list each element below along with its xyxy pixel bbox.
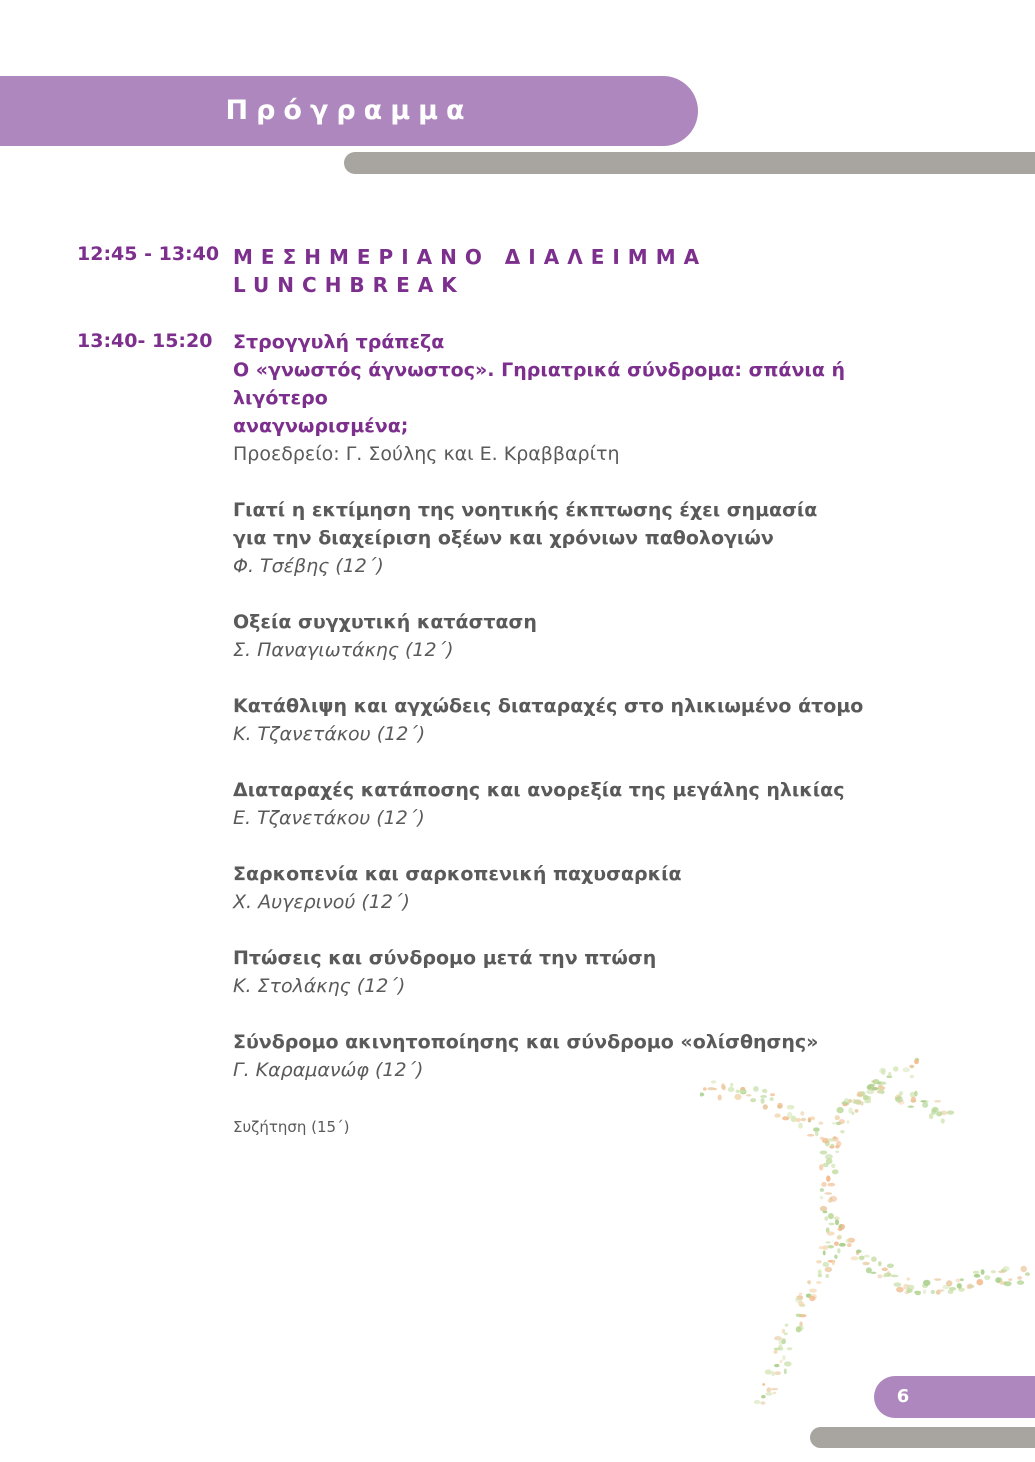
leaf-dot <box>832 1122 837 1124</box>
talk-speaker: Κ. Στολάκης (12΄) <box>233 975 406 997</box>
leaf-dot <box>829 1146 834 1149</box>
leaf-dot <box>728 1087 735 1092</box>
leaf-dot <box>960 1278 964 1281</box>
leaf-dot <box>820 1206 827 1212</box>
lunch-title <box>233 243 707 299</box>
leaf-dot <box>825 1154 833 1159</box>
talk-speaker: Ε. Τζανετάκου (12΄) <box>233 807 425 829</box>
discussion-note: Συζήτηση (15΄) <box>233 1118 350 1136</box>
leaf-dot <box>906 1277 910 1280</box>
session-chairs: Προεδρείο: Γ. Σούλης και Ε. Κραββαρίτη <box>233 443 620 465</box>
leaf-dot <box>834 1255 837 1259</box>
leaf-dot <box>760 1401 765 1404</box>
leaf-dot <box>903 1067 910 1072</box>
leaf-dot <box>829 1223 835 1226</box>
leaf-dot <box>856 1100 861 1105</box>
leaf-dot <box>765 1392 772 1396</box>
leaf-dot <box>734 1094 741 1100</box>
leaf-dot <box>868 1084 875 1087</box>
leaf-dot <box>838 1227 843 1231</box>
leaf-dot <box>774 1350 778 1354</box>
leaf-dot <box>730 1083 733 1087</box>
leaf-dot <box>878 1261 882 1266</box>
leaf-dot <box>828 1138 835 1142</box>
leaf-dot <box>787 1347 793 1350</box>
leaf-dot <box>750 1098 756 1102</box>
talk-item <box>233 692 933 748</box>
leaf-dot <box>800 1111 804 1116</box>
leaf-dot <box>860 1092 865 1095</box>
leaf-dot <box>947 1110 954 1114</box>
leaf-dot <box>818 1274 822 1277</box>
footer-grey-stripe <box>810 1427 1035 1448</box>
dancing-figure-illustration <box>700 1050 1035 1420</box>
leaf-dot <box>766 1387 771 1392</box>
talk-title: Σύνδρομο ακινητοποίησης και σύνδρομο «ολίσθησης» <box>233 1031 819 1053</box>
page-number: 6 <box>896 1386 910 1407</box>
session-topic-line-2: αναγνωρισμένα; <box>233 415 409 437</box>
leaf-dot <box>981 1269 985 1275</box>
leaf-dot <box>834 1242 839 1246</box>
talk-speaker: Χ. Αυγερινού (12΄) <box>233 891 410 913</box>
talk-item <box>233 860 933 916</box>
leaf-dot <box>851 1256 859 1260</box>
leaf-dot <box>837 1236 841 1240</box>
leaf-dot <box>866 1089 874 1094</box>
leaf-dot <box>1021 1266 1027 1272</box>
talk-title: Κατάθλιψη και αγχώδεις διαταραχές στο ηλικιωμένο άτομο <box>233 695 864 717</box>
leaf-dot <box>835 1115 840 1120</box>
leaf-dot <box>923 1289 926 1294</box>
leaf-dot <box>799 1293 803 1296</box>
leaf-dot <box>878 1085 883 1088</box>
leaf-dot <box>807 1134 814 1137</box>
leaf-dot <box>787 1105 795 1110</box>
leaf-dot <box>782 1355 785 1360</box>
leaf-dot <box>893 1066 899 1071</box>
leaf-dot <box>773 1392 776 1394</box>
leaf-dot <box>984 1275 990 1280</box>
leaf-dot <box>831 1164 835 1169</box>
leaf-dot <box>839 1243 846 1247</box>
talk-speaker: Σ. Παναγιωτάκης (12΄) <box>233 639 454 661</box>
leaf-dot <box>816 1281 822 1284</box>
leaf-dot <box>822 1262 829 1267</box>
leaf-dot <box>703 1087 707 1090</box>
talk-speaker: Γ. Καραμανώφ (12΄) <box>233 1059 424 1081</box>
leaf-dot <box>946 1280 952 1286</box>
leaf-dot <box>860 1256 865 1259</box>
leaf-dot <box>833 1217 840 1220</box>
leaf-dot <box>973 1271 979 1274</box>
leaf-dot <box>877 1274 882 1278</box>
leaf-dot <box>923 1280 931 1286</box>
leaf-dot <box>894 1282 902 1286</box>
leaf-dot <box>847 1243 852 1247</box>
leaf-dot <box>836 1141 841 1147</box>
leaf-dot <box>763 1104 768 1109</box>
leaf-dot <box>856 1250 861 1254</box>
leaf-dot <box>839 1119 845 1124</box>
leaf-dot <box>882 1268 888 1272</box>
leaf-dot <box>828 1213 834 1219</box>
leaf-dot <box>760 1095 767 1098</box>
leaf-dot <box>825 1267 833 1272</box>
leaf-dot <box>781 1338 786 1344</box>
leaf-dot <box>795 1118 801 1122</box>
leaf-dot <box>774 1364 779 1367</box>
leaf-dot <box>796 1314 803 1316</box>
leaf-dot <box>819 1246 826 1249</box>
talk-item <box>233 776 933 832</box>
leaf-dot <box>774 1371 781 1375</box>
leaf-dot <box>844 1098 849 1102</box>
leaf-dot <box>826 1241 831 1243</box>
leaf-dot <box>880 1082 886 1085</box>
leaf-dot <box>761 1098 765 1104</box>
leaf-dot <box>936 1290 941 1295</box>
leaf-dot <box>932 1107 939 1112</box>
leaf-dot <box>711 1080 716 1083</box>
header-banner <box>0 76 698 146</box>
header-grey-stripe <box>344 152 1035 174</box>
session-block <box>233 328 933 1138</box>
leaf-dot <box>909 1065 914 1068</box>
leaf-dot <box>956 1278 961 1282</box>
leaf-dot <box>820 1188 824 1192</box>
leaf-dot <box>774 1113 780 1117</box>
leaf-dot <box>1017 1280 1024 1285</box>
leaf-dot <box>1003 1266 1010 1271</box>
leaf-dot <box>931 1290 935 1294</box>
talk-item <box>233 944 933 1000</box>
leaf-dot <box>722 1085 726 1090</box>
leaf-dot <box>832 1260 835 1266</box>
leaf-dot <box>837 1107 844 1113</box>
lunch-time: 12:45 - 13:40 <box>77 243 220 265</box>
leaf-dot <box>895 1096 903 1102</box>
leaf-dot <box>753 1086 759 1092</box>
leaf-dot <box>785 1324 789 1327</box>
talk-title: Πτώσεις και σύνδρομο μετά την πτώση <box>233 947 657 969</box>
leaf-dot <box>784 1368 787 1374</box>
leaf-dot <box>754 1400 760 1404</box>
leaf-dot <box>798 1301 803 1306</box>
talk-title: Διαταραχές κατάποσης και ανορεξία της μεγάλης ηλικίας <box>233 779 845 801</box>
leaf-dot <box>891 1275 899 1278</box>
leaf-dot <box>771 1371 774 1376</box>
leaf-dot <box>780 1360 783 1363</box>
leaf-dot <box>824 1192 832 1194</box>
leaf-dot <box>976 1279 983 1285</box>
leaf-dot <box>801 1118 806 1121</box>
leaf-dot <box>796 1326 802 1332</box>
leaf-dot <box>888 1072 891 1077</box>
leaf-dot <box>996 1278 1000 1283</box>
leaf-dot <box>771 1388 779 1390</box>
leaf-dot <box>863 1095 869 1100</box>
talk-title-line-2: για την διαχείριση οξέων και χρόνιων παθολογιών <box>233 527 774 549</box>
leaf-dot <box>884 1273 892 1277</box>
leaf-dot <box>855 1109 859 1113</box>
talk-title: Γιατί η εκτίμηση της νοητικής έκπτωσης έχει σημασία <box>233 499 818 521</box>
leaf-dot <box>887 1264 894 1269</box>
talk-speaker: Κ. Τζανετάκου (12΄) <box>233 723 426 745</box>
leaf-dot <box>957 1283 962 1289</box>
leaf-dot <box>862 1262 869 1265</box>
leaf-dot <box>991 1270 996 1273</box>
leaf-dot <box>824 1216 828 1220</box>
leaf-dot <box>784 1361 792 1366</box>
leaf-dot <box>777 1103 783 1109</box>
leaf-dot <box>1025 1272 1030 1276</box>
leaf-dot <box>774 1348 781 1351</box>
leaf-dot <box>851 1112 854 1115</box>
leaf-dot <box>825 1274 829 1278</box>
talk-item <box>233 496 933 580</box>
leaf-dot <box>840 1130 844 1133</box>
page-title: Πρόγραμμα <box>225 95 473 126</box>
leaf-dot <box>818 1122 823 1125</box>
leaf-dot <box>763 1089 767 1093</box>
leaf-dot <box>907 1285 914 1291</box>
leaf-dot <box>718 1095 722 1101</box>
leaf-dot <box>881 1069 885 1075</box>
session-topic-line-1: Ο «γνωστός άγνωστος». Γηριατρικά σύνδρομα: σπάνια ή λιγότερο <box>233 359 846 409</box>
leaf-dot <box>828 1199 832 1203</box>
leaf-dot <box>929 1113 933 1119</box>
leaf-dot <box>941 1118 945 1123</box>
talk-speaker: Φ. Τσέβης (12΄) <box>233 555 384 577</box>
leaf-dot <box>846 1239 850 1243</box>
leaf-dot <box>808 1117 811 1122</box>
leaf-dot <box>816 1260 822 1263</box>
leaf-dot <box>815 1131 819 1136</box>
leaf-dot <box>911 1097 916 1103</box>
leaf-dot <box>974 1274 981 1278</box>
leaf-dot <box>820 1151 828 1155</box>
leaf-dot <box>819 1164 823 1170</box>
leaf-dot <box>1017 1276 1022 1280</box>
leaf-dot <box>821 1182 826 1187</box>
session-time: 13:40- 15:20 <box>77 330 213 352</box>
leaf-dot <box>774 1336 782 1340</box>
leaf-dot <box>770 1097 774 1101</box>
talk-title: Σαρκοπενία και σαρκοπενική παχυσαρκία <box>233 863 682 885</box>
leaf-dot <box>807 1280 811 1283</box>
leaf-dot <box>770 1093 775 1096</box>
leaf-dot <box>809 1289 817 1293</box>
leaf-dot <box>914 1091 918 1097</box>
leaf-dot <box>934 1278 941 1281</box>
lunch-title-english: LUNCHBREAK <box>233 273 465 297</box>
leaf-dot <box>847 1120 850 1124</box>
leaf-dot <box>700 1093 704 1097</box>
leaf-dot <box>736 1090 740 1093</box>
leaf-dot <box>910 1075 914 1078</box>
leaf-dot <box>864 1100 871 1104</box>
leaf-dot <box>782 1329 785 1334</box>
leaf-dot <box>809 1296 815 1301</box>
leaf-dot <box>1004 1281 1012 1286</box>
leaf-dot <box>915 1292 921 1296</box>
leaf-dot <box>878 1089 882 1093</box>
leaf-dot <box>1008 1278 1012 1281</box>
lunch-title-greek: ΜΕΣΗΜΕΡΙΑΝΟ ΔΙΑΛΕΙΜΜΑ <box>233 245 708 269</box>
leaf-dot <box>828 1183 836 1187</box>
talk-item <box>233 608 933 664</box>
leaf-dot <box>762 1383 765 1386</box>
leaf-dot <box>908 1106 914 1108</box>
leaf-dot <box>871 1256 877 1262</box>
leaf-dot <box>798 1123 803 1129</box>
leaf-dot <box>826 1227 830 1232</box>
leaf-dot <box>949 1287 956 1291</box>
leaf-dot <box>922 1102 928 1108</box>
leaf-dot <box>837 1248 840 1253</box>
leaf-dot <box>896 1287 904 1293</box>
session-title: Στρογγυλή τράπεζα <box>233 331 445 353</box>
page-number-tab <box>874 1376 1035 1418</box>
leaf-dot <box>826 1175 830 1181</box>
leaf-dot <box>864 1255 870 1258</box>
leaf-dot <box>835 1151 839 1153</box>
leaf-dot <box>936 1111 942 1116</box>
leaf-dot <box>934 1100 941 1103</box>
leaf-dot <box>967 1284 973 1289</box>
leaf-dot <box>823 1211 828 1213</box>
leaf-dot <box>835 1219 839 1225</box>
leaf-dot <box>787 1112 792 1118</box>
leaf-dot <box>746 1094 752 1096</box>
leaf-dot <box>707 1087 715 1090</box>
leaf-dot <box>820 1196 824 1199</box>
leaf-dot <box>765 1369 772 1374</box>
leaf-dot <box>832 1169 839 1174</box>
leaf-dot <box>761 1395 765 1398</box>
leaf-dot <box>852 1099 856 1104</box>
leaf-dot <box>914 1059 919 1064</box>
leaf-dot <box>740 1090 746 1094</box>
leaf-dot <box>866 1267 872 1273</box>
leaf-dot <box>823 1250 826 1255</box>
talk-title: Οξεία συγχυτική κατάσταση <box>233 611 537 633</box>
